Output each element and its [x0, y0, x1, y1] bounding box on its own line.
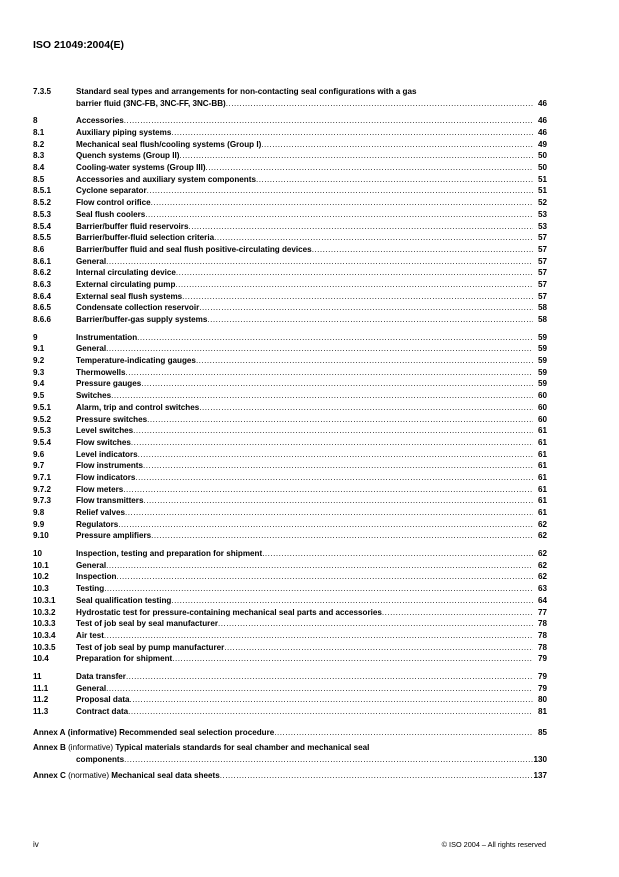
toc-entry[interactable] [33, 472, 547, 484]
toc-entry-title-line1: Standard seal types and arrangements for non-contacting seal configurations with a gas [76, 86, 417, 96]
toc-entry-title: Flow transmitters [76, 496, 144, 506]
dot-leader [126, 671, 533, 683]
toc-entry-number: 11 [33, 671, 42, 681]
annex-label: Annex A [33, 727, 66, 737]
toc-entry-page: 52 [537, 198, 547, 208]
dot-leader [131, 437, 533, 449]
toc-entry-title: Thermowells [76, 367, 126, 377]
toc-entry[interactable] [33, 267, 547, 279]
toc-entry-number: 11.1 [33, 683, 49, 693]
toc-entry-number: 7.3.5 [33, 86, 52, 96]
toc-entry-number: 9.6 [33, 449, 45, 459]
toc-entry[interactable] [33, 197, 547, 209]
toc-entry-page: 62 [537, 572, 547, 582]
toc-entry-page: 61 [537, 484, 547, 494]
annex-page: 85 [537, 727, 547, 737]
dot-leader [175, 279, 533, 291]
toc-entry-title-line2: barrier fluid (3NC-FB, 3NC-FF, 3NC-BB) [76, 98, 226, 108]
toc-entry-number: 9.5.3 [33, 426, 52, 436]
toc-entry[interactable] [33, 653, 547, 665]
dot-leader [196, 355, 533, 367]
toc-entry-page: 59 [537, 344, 547, 354]
dot-leader [224, 642, 533, 654]
toc-entry-title: Alarm, trip and control switches [76, 402, 200, 412]
toc-entry[interactable] [33, 390, 547, 402]
annex-type: (normative) [68, 770, 110, 780]
annex-title: Recommended seal selection procedure [119, 727, 275, 737]
toc-entry-page: 59 [537, 379, 547, 389]
toc-entry-page: 57 [537, 256, 547, 266]
dot-leader [138, 449, 533, 461]
toc-entry-title: Temperature-indicating gauges [76, 356, 196, 366]
toc-entry[interactable] [33, 572, 547, 584]
toc-entry[interactable] [33, 115, 547, 127]
toc-entry-title: Switches [76, 391, 112, 401]
toc-entry-page: 46 [537, 128, 547, 138]
toc-entry-title: External seal flush systems [76, 291, 183, 301]
dot-leader [111, 390, 533, 402]
toc-entry-page: 50 [537, 163, 547, 173]
toc-entry[interactable] [33, 694, 547, 706]
toc-entry-number: 9.7.1 [33, 472, 52, 482]
dot-leader [133, 425, 533, 437]
toc-entry[interactable] [33, 355, 547, 367]
toc-entry-number: 8.6.3 [33, 279, 52, 289]
annex-type: (informative) [67, 727, 117, 737]
dot-leader [218, 618, 533, 630]
toc-entry-number: 9.7.2 [33, 484, 52, 494]
dot-leader [125, 367, 533, 379]
toc-entry-number: 9.1 [33, 344, 45, 354]
toc-entry-title: External circulating pump [76, 279, 176, 289]
toc-entry-page: 57 [537, 291, 547, 301]
toc-entry-page: 80 [537, 695, 547, 705]
toc-entry[interactable] [33, 495, 547, 507]
toc-entry-number: 8.5.5 [33, 233, 52, 243]
toc-entry-number: 10.3.4 [33, 630, 56, 640]
toc-entry-number: 10.3.1 [33, 595, 56, 605]
toc-entry-page: 61 [537, 496, 547, 506]
toc-entry-number: 10.3.2 [33, 607, 56, 617]
dot-leader [188, 221, 533, 233]
dot-leader [171, 127, 533, 139]
toc-entry-number: 9.2 [33, 356, 45, 366]
toc-entry-page: 59 [537, 332, 547, 342]
toc-entry-page: 51 [537, 186, 547, 196]
toc-entry-title: Quench systems (Group II) [76, 151, 180, 161]
dot-leader [207, 314, 533, 326]
toc-entry-title: Internal circulating device [76, 268, 176, 278]
toc-entry[interactable] [33, 671, 547, 683]
toc-entry-number: 9.8 [33, 508, 45, 518]
dot-leader [123, 484, 533, 496]
toc-annex-b[interactable] [33, 742, 547, 765]
toc-entry-page: 50 [537, 151, 547, 161]
dot-leader [151, 197, 533, 209]
toc-entry[interactable] [33, 221, 547, 233]
toc-entry-number: 9.9 [33, 519, 45, 529]
toc-entry-number: 10.1 [33, 560, 49, 570]
table-of-contents [33, 86, 547, 782]
toc-entry-number: 8.5.3 [33, 209, 52, 219]
dot-leader [199, 402, 533, 414]
toc-entry-number: 8.5.1 [33, 186, 52, 196]
toc-entry-page: 60 [537, 391, 547, 401]
dot-leader [104, 630, 533, 642]
toc-entry-page: 79 [537, 671, 547, 681]
annex-type: (informative) [68, 743, 114, 753]
toc-entry-number: 8.6.5 [33, 303, 52, 313]
dot-leader [214, 232, 533, 244]
toc-entry-title: Barrier/buffer-gas supply systems [76, 315, 208, 325]
toc-entry-page: 60 [537, 414, 547, 424]
toc-entry-page: 79 [537, 683, 547, 693]
toc-entry[interactable] [33, 484, 547, 496]
toc-entry-page: 61 [537, 508, 547, 518]
toc-entry-number: 10.3 [33, 584, 49, 594]
toc-entry[interactable] [33, 379, 547, 391]
toc-entry[interactable] [33, 279, 547, 291]
toc-entry-number: 11.2 [33, 695, 49, 705]
toc-entry-title: Testing [76, 584, 105, 594]
dot-leader [130, 694, 533, 706]
annex-label: Annex C [33, 770, 66, 780]
annex-label: Annex B [33, 743, 66, 753]
toc-entry-number: 8.6.2 [33, 268, 52, 278]
toc-entry-title: Air test [76, 630, 104, 640]
toc-entry[interactable] [33, 519, 547, 531]
toc-entry-page: 61 [537, 437, 547, 447]
toc-entry-title: General [76, 256, 107, 266]
toc-entry-7-3-5 [33, 86, 547, 109]
toc-entry-number: 8.1 [33, 128, 45, 138]
toc-entry[interactable] [33, 256, 547, 268]
toc-entry-number: 10.3.5 [33, 642, 56, 652]
toc-entry-number: 9.5 [33, 391, 45, 401]
toc-entry-page: 79 [537, 654, 547, 664]
toc-entry[interactable] [33, 618, 547, 630]
toc-entry[interactable] [33, 437, 547, 449]
toc-entry-number: 8.4 [33, 163, 45, 173]
dot-leader [151, 530, 533, 542]
toc-entry[interactable] [33, 449, 547, 461]
toc-entry-title: Level switches [76, 426, 134, 436]
toc-entry[interactable] [33, 630, 547, 642]
dot-leader [256, 174, 533, 186]
toc-entry[interactable] [33, 548, 547, 560]
toc-entry-number: 8.2 [33, 139, 45, 149]
page-number: iv [33, 840, 39, 849]
toc-entry-page: 49 [537, 139, 547, 149]
toc-annex-a[interactable] [33, 727, 547, 739]
dot-leader [261, 139, 533, 151]
toc-entry-title: Inspection, testing and preparation for shipment [76, 549, 263, 559]
dot-leader [172, 653, 533, 665]
toc-entry-number: 10.3.3 [33, 619, 56, 629]
toc-list [33, 115, 547, 717]
toc-entry-number: 9.3 [33, 367, 45, 377]
dot-leader [106, 560, 533, 572]
annex-title: Mechanical seal data sheets [111, 770, 220, 780]
dot-leader [147, 185, 533, 197]
dot-leader [182, 291, 533, 303]
toc-entry-title: Accessories and auxiliary system components [76, 174, 256, 184]
toc-entry-page: 51 [537, 174, 547, 184]
toc-entry-number: 10 [33, 549, 43, 559]
toc-entry[interactable] [33, 367, 547, 379]
toc-entry[interactable] [33, 595, 547, 607]
toc-entry[interactable] [33, 683, 547, 695]
toc-entry-title: Barrier/buffer fluid and seal flush positive-circulating devices [76, 244, 312, 254]
toc-entry-page: 58 [537, 303, 547, 313]
toc-entry-title: Inspection [76, 572, 117, 582]
toc-entry-title: Seal qualification testing [76, 595, 172, 605]
toc-entry[interactable] [33, 560, 547, 572]
toc-entry[interactable] [33, 530, 547, 542]
toc-entry-page: 61 [537, 449, 547, 459]
toc-entry-title: Mechanical seal flush/cooling systems (Group I) [76, 139, 262, 149]
toc-entry[interactable] [33, 460, 547, 472]
toc-entry-page: 77 [537, 607, 547, 617]
dot-leader [106, 683, 533, 695]
dot-leader [143, 495, 533, 507]
toc-entry-number: 8 [33, 116, 38, 126]
toc-entry-title: Level indicators [76, 449, 138, 459]
toc-entry[interactable] [33, 127, 547, 139]
toc-entry-page: 64 [537, 595, 547, 605]
dot-leader [179, 150, 533, 162]
toc-entry-number: 9 [33, 332, 38, 342]
toc-entry-title: Contract data [76, 707, 129, 717]
toc-entry-title: Flow control orifice [76, 198, 151, 208]
toc-entry[interactable] [33, 425, 547, 437]
toc-entry-page: 53 [537, 221, 547, 231]
toc-entry-number: 9.4 [33, 379, 45, 389]
toc-entry-title: Flow switches [76, 437, 131, 447]
copyright-notice: © ISO 2004 – All rights reserved [441, 840, 546, 849]
toc-entry-title: Relief valves [76, 508, 126, 518]
dot-leader [141, 378, 533, 390]
toc-entry-page: 59 [537, 367, 547, 377]
toc-entry-title: Instrumentation [76, 332, 138, 342]
toc-entry-title: Barrier/buffer-fluid selection criteria [76, 233, 215, 243]
toc-entry-page: 81 [537, 707, 547, 717]
toc-entry[interactable] [33, 607, 547, 619]
toc-entry-page: 62 [537, 560, 547, 570]
dot-leader [145, 209, 533, 221]
dot-leader [124, 115, 533, 127]
dot-leader [262, 548, 533, 560]
toc-entry-number: 9.7.3 [33, 496, 52, 506]
annex-title-line2: components [76, 755, 125, 765]
dot-leader [147, 414, 533, 426]
dot-leader [206, 162, 533, 174]
toc-entry-title: Pressure switches [76, 414, 148, 424]
toc-entry-number: 9.5.2 [33, 414, 52, 424]
toc-entry[interactable] [33, 186, 547, 198]
toc-entry-page: 61 [537, 472, 547, 482]
toc-entry-title: Auxiliary piping systems [76, 128, 172, 138]
toc-entry-page: 62 [537, 549, 547, 559]
toc-entry-title: General [76, 683, 107, 693]
annex-title-line1: Typical materials standards for seal chamber and mechanical seal [115, 743, 370, 753]
toc-entry[interactable] [33, 332, 547, 344]
toc-entry-page: 78 [537, 630, 547, 640]
toc-entry[interactable] [33, 174, 547, 186]
toc-entry-number: 11.3 [33, 707, 49, 717]
toc-entry-page: 58 [537, 315, 547, 325]
dot-leader [176, 267, 533, 279]
toc-entry-number: 9.7 [33, 461, 45, 471]
dot-leader [104, 583, 533, 595]
dot-leader [143, 460, 533, 472]
toc-entry-number: 9.10 [33, 531, 49, 541]
document-header: ISO 21049:2004(E) [33, 39, 125, 51]
toc-entry[interactable] [33, 402, 547, 414]
toc-entry-page: 62 [537, 519, 547, 529]
toc-entry-page: 57 [537, 244, 547, 254]
toc-entry-page: 53 [537, 209, 547, 219]
toc-entry[interactable] [33, 583, 547, 595]
toc-entry-page: 57 [537, 268, 547, 278]
toc-entry[interactable] [33, 162, 547, 174]
toc-entry[interactable] [33, 314, 547, 326]
toc-entry[interactable] [33, 244, 547, 256]
toc-entry-number: 8.6 [33, 244, 45, 254]
toc-entry[interactable] [33, 232, 547, 244]
toc-entry[interactable] [33, 706, 547, 718]
toc-entry-title: Pressure gauges [76, 379, 142, 389]
toc-entry-number: 8.3 [33, 151, 45, 161]
toc-entry[interactable] [33, 343, 547, 355]
toc-entry-title: Test of job seal by pump manufacturer [76, 642, 225, 652]
toc-entry[interactable] [33, 414, 547, 426]
toc-entry-page: 61 [537, 461, 547, 471]
toc-entry-number: 10.4 [33, 654, 49, 664]
toc-entry[interactable] [33, 209, 547, 221]
toc-entry-page: 78 [537, 642, 547, 652]
toc-entry-number: 8.6.4 [33, 291, 52, 301]
toc-entry-title: General [76, 344, 107, 354]
dot-leader [135, 472, 533, 484]
dot-leader [106, 256, 533, 268]
annex-page: 137 [533, 770, 547, 780]
toc-entry-title: Regulators [76, 519, 119, 529]
toc-entry[interactable] [33, 642, 547, 654]
toc-entry-number: 8.6.1 [33, 256, 52, 266]
toc-entry-title: Condensate collection reservoir [76, 303, 200, 313]
dot-leader [137, 332, 533, 344]
toc-entry-number: 10.2 [33, 572, 49, 582]
dot-leader [116, 571, 533, 583]
toc-entry-page: 61 [537, 426, 547, 436]
toc-entry-title: Accessories [76, 116, 124, 126]
toc-entry-title: Preparation for shipment [76, 654, 173, 664]
toc-entry[interactable] [33, 302, 547, 314]
toc-entry-page: 59 [537, 356, 547, 366]
toc-entry-page: 63 [537, 584, 547, 594]
toc-entry[interactable] [33, 150, 547, 162]
toc-entry-number: 8.5.2 [33, 198, 52, 208]
toc-entry-page: 46 [537, 116, 547, 126]
toc-entry-number: 9.5.1 [33, 402, 52, 412]
toc-entry-page: 57 [537, 279, 547, 289]
dot-leader [106, 343, 533, 355]
toc-entry-page: 46 [537, 98, 547, 108]
toc-entry-title: Proposal data [76, 695, 130, 705]
toc-entry-title: Cooling-water systems (Group III) [76, 163, 206, 173]
toc-entry[interactable] [33, 291, 547, 303]
toc-entry-title: Flow instruments [76, 461, 144, 471]
dot-leader [118, 519, 533, 531]
dot-leader [171, 595, 533, 607]
toc-entry-number: 9.5.4 [33, 437, 52, 447]
toc-entry-page: 57 [537, 233, 547, 243]
toc-entry-number: 8.5.4 [33, 221, 52, 231]
dot-leader [125, 507, 533, 519]
toc-entry-title: General [76, 560, 107, 570]
dot-leader [128, 706, 533, 718]
toc-entry[interactable] [33, 507, 547, 519]
toc-entry-number: 8.5 [33, 174, 45, 184]
toc-entry-title: Seal flush coolers [76, 209, 146, 219]
toc-entry-title: Flow meters [76, 484, 124, 494]
toc-entry-page: 78 [537, 619, 547, 629]
dot-leader [382, 607, 533, 619]
dot-leader [312, 244, 533, 256]
toc-entry-page: 60 [537, 402, 547, 412]
annex-page: 130 [533, 755, 547, 765]
toc-entry-number: 8.6.6 [33, 315, 52, 325]
toc-entry-title: Test of job seal by seal manufacturer [76, 619, 218, 629]
toc-entry-title: Flow indicators [76, 472, 136, 482]
toc-entry-title: Data transfer [76, 671, 126, 681]
toc-entry-page: 62 [537, 531, 547, 541]
toc-entry-title: Hydrostatic test for pressure-containing mechanical seal parts and accessories [76, 607, 382, 617]
toc-annex-c[interactable] [33, 770, 547, 782]
toc-entry-title: Cyclone separator [76, 186, 147, 196]
toc-entry-title: Pressure amplifiers [76, 531, 152, 541]
toc-entry-title: Barrier/buffer fluid reservoirs [76, 221, 189, 231]
dot-leader [199, 302, 533, 314]
toc-entry[interactable] [33, 139, 547, 151]
